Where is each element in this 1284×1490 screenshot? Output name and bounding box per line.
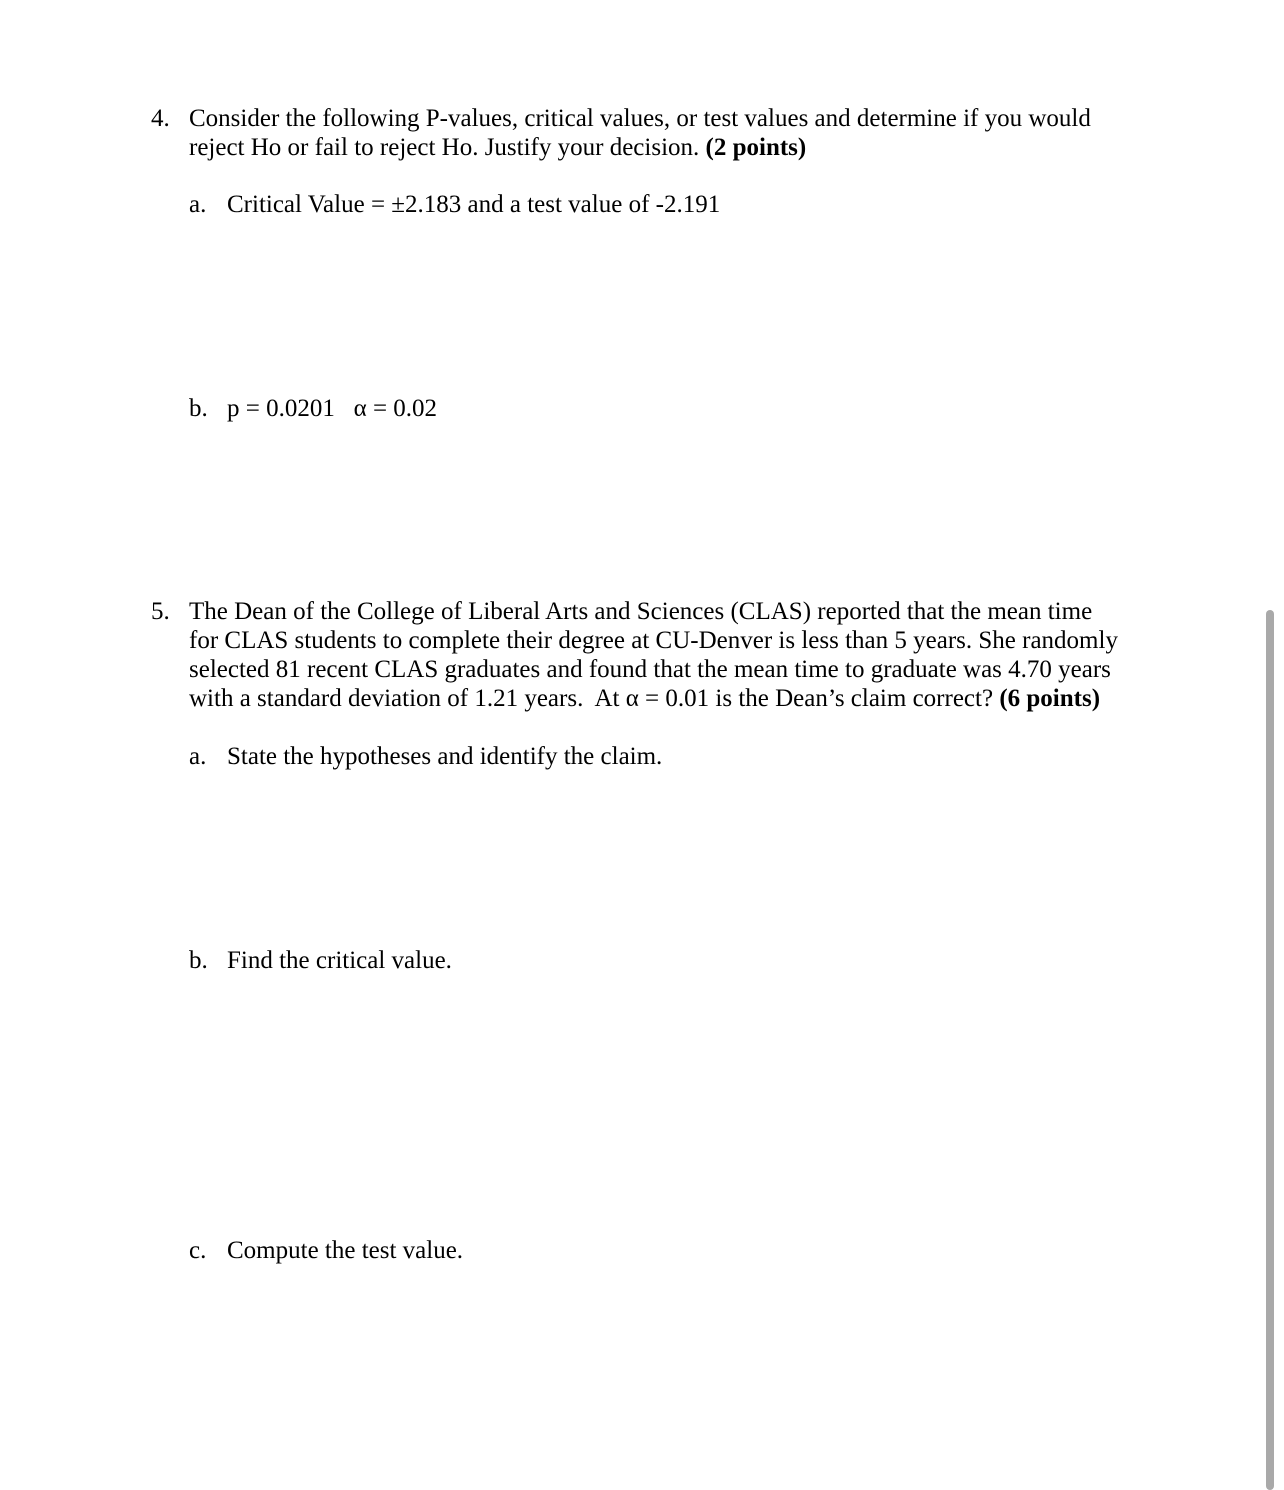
question-5c-text: Compute the test value. xyxy=(227,1237,464,1264)
question-5-line-1: The Dean of the College of Liberal Arts and Sciences (CLAS) reported that the mean time xyxy=(189,598,1093,625)
question-5-line-4-text: with a standard deviation of 1.21 years. At α = 0.01 is the Dean’s claim correct? xyxy=(189,685,994,712)
question-4-number: 4. xyxy=(151,105,170,132)
question-4-line-2 xyxy=(189,133,806,162)
question-4a-text: Critical Value = ±2.183 and a test value of -2.191 xyxy=(227,191,721,218)
question-5c-marker: c. xyxy=(189,1237,207,1264)
question-5-number: 5. xyxy=(151,598,170,625)
question-5b-marker: b. xyxy=(189,947,208,974)
question-4a-marker: a. xyxy=(189,191,207,218)
question-5-points: (6 points) xyxy=(999,685,1101,712)
question-4b-marker: b. xyxy=(189,395,208,422)
question-5a-text: State the hypotheses and identify the claim. xyxy=(227,743,663,770)
question-5a-marker: a. xyxy=(189,743,207,770)
question-4-line-2-text: reject Ho or fail to reject Ho. Justify your decision. xyxy=(189,134,700,161)
question-5-line-4 xyxy=(189,684,1100,713)
question-4-points: (2 points) xyxy=(705,134,807,161)
vertical-scrollbar-thumb[interactable] xyxy=(1266,610,1274,1490)
question-5b-text: Find the critical value. xyxy=(227,947,452,974)
question-4-line-1: Consider the following P-values, critical values, or test values and determine if you would xyxy=(189,105,1091,132)
question-5-line-2: for CLAS students to complete their degree at CU-Denver is less than 5 years. She randomly xyxy=(189,627,1118,654)
question-5-line-3: selected 81 recent CLAS graduates and found that the mean time to graduate was 4.70 years xyxy=(189,656,1111,683)
question-4b-text: p = 0.0201 α = 0.02 xyxy=(227,395,438,422)
